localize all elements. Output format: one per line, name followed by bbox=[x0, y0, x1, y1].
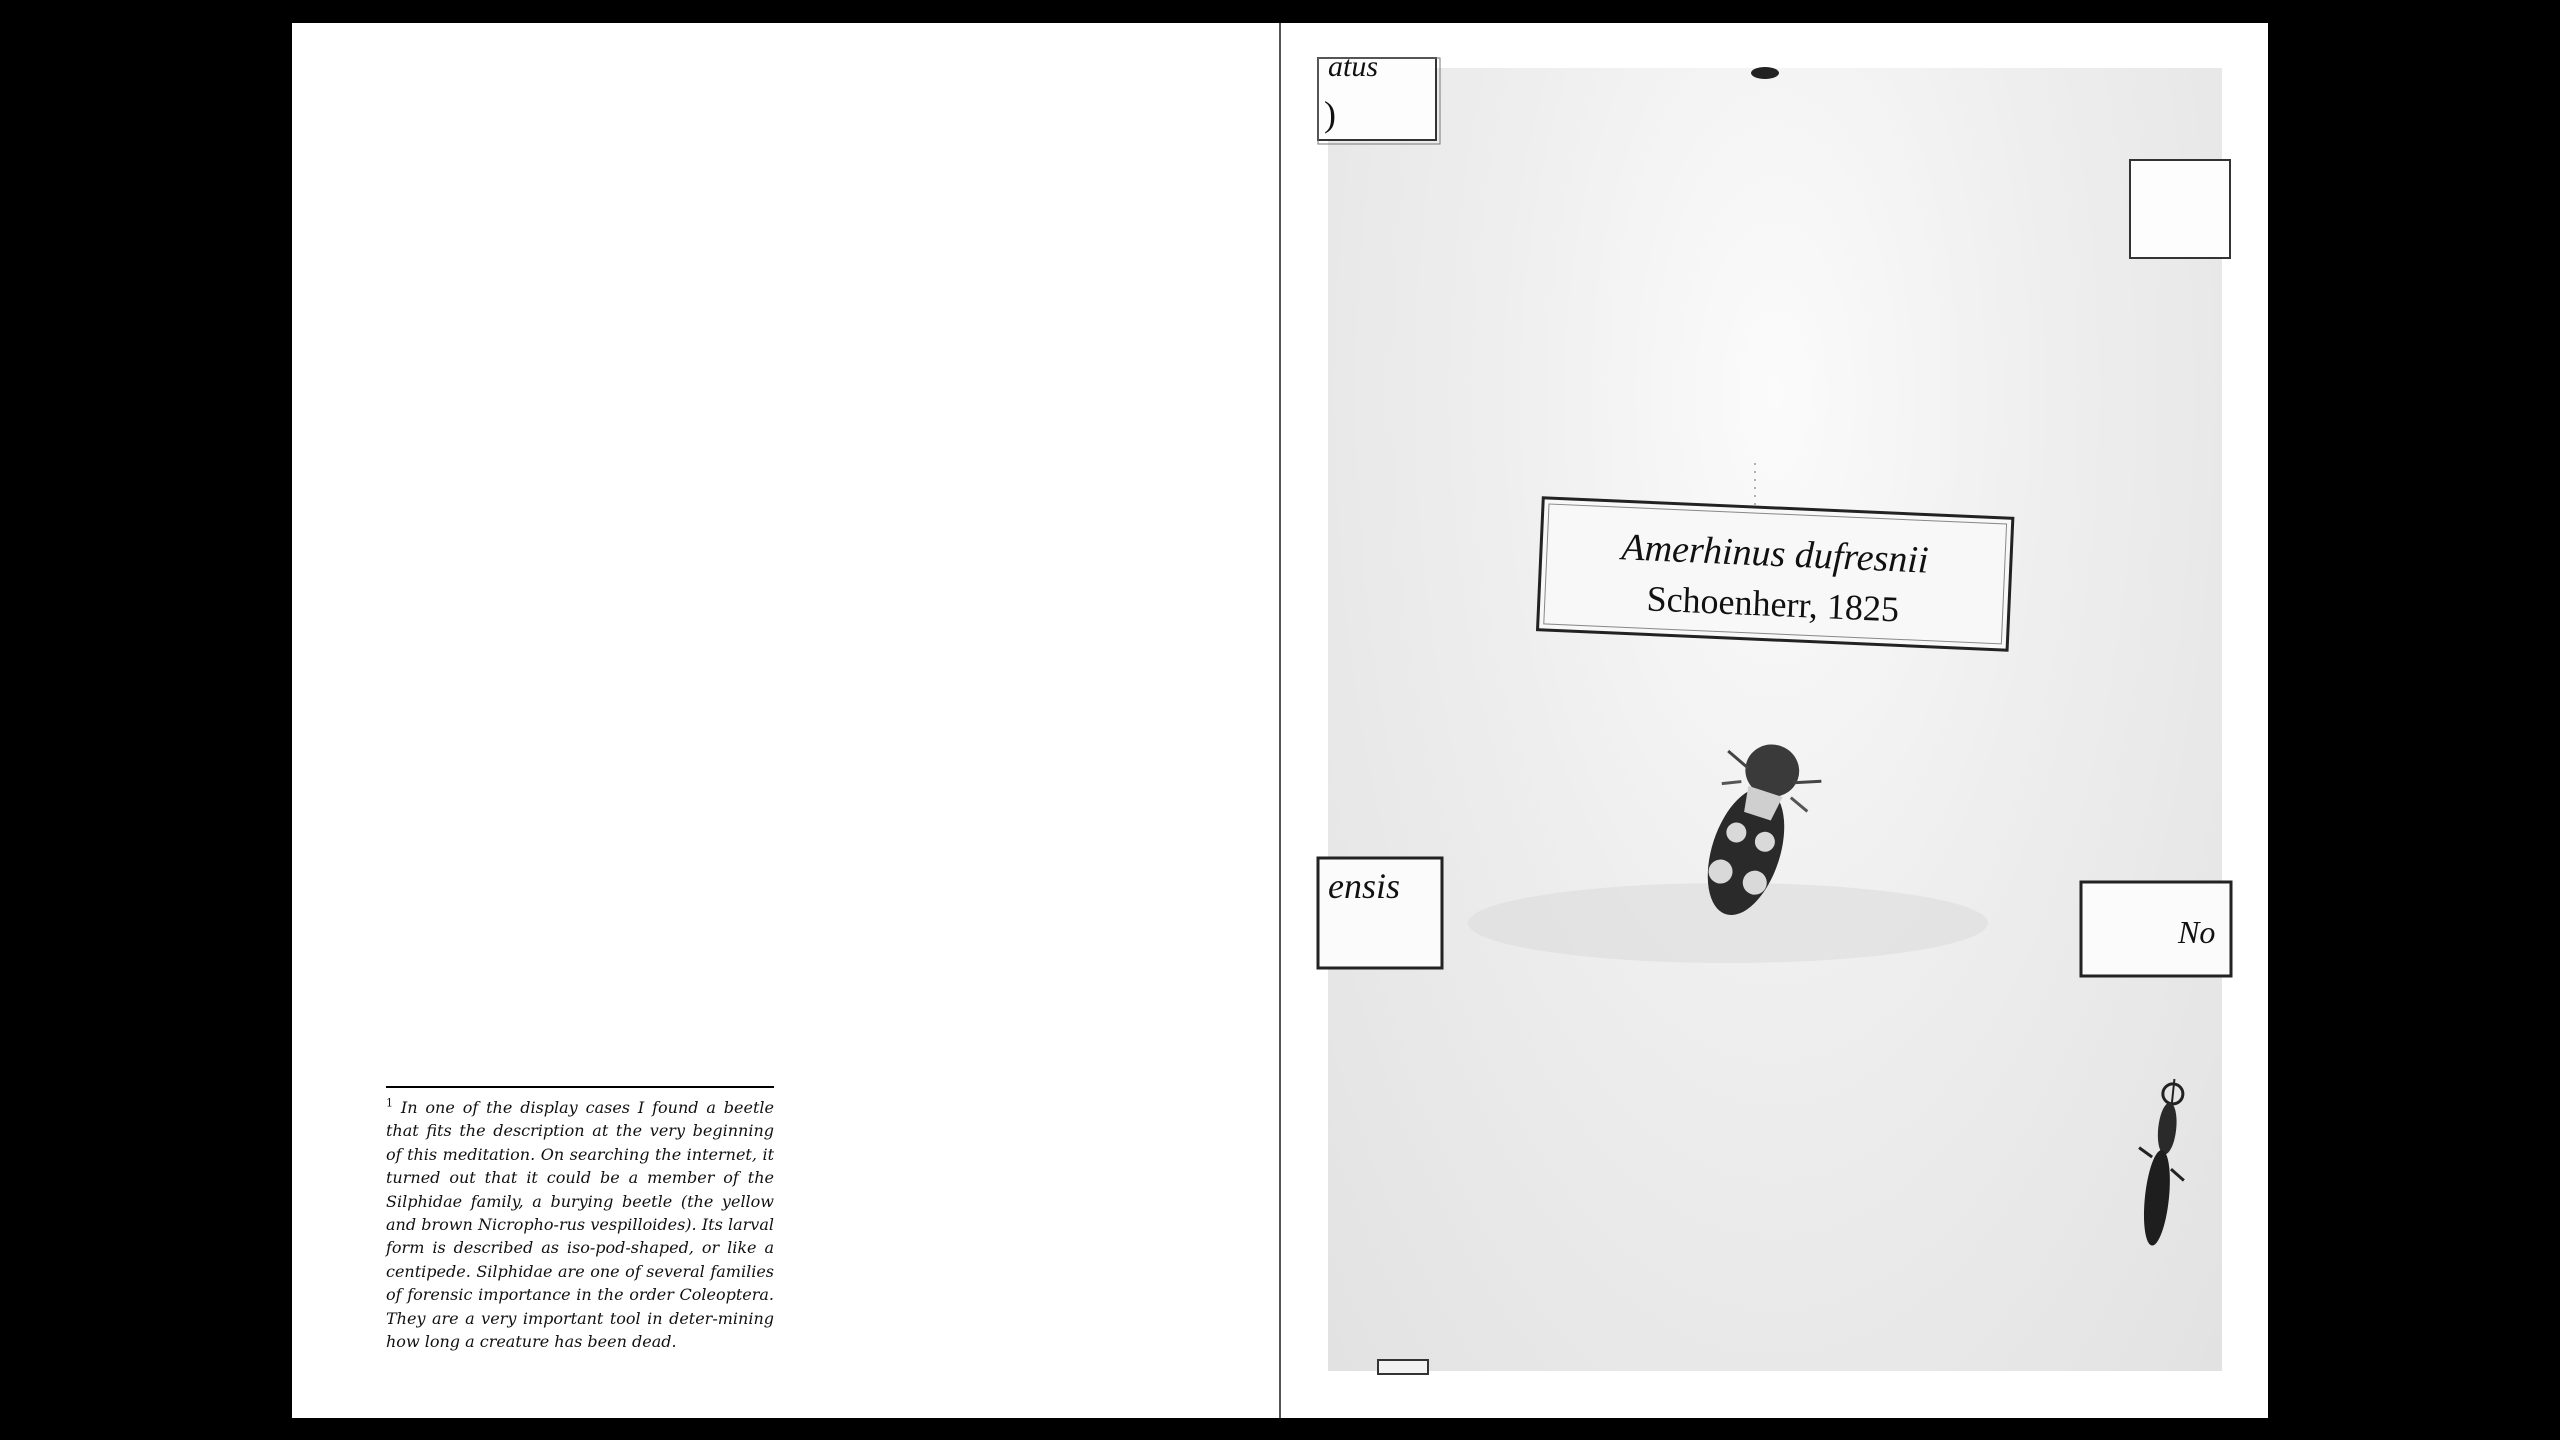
footnote bbox=[386, 1086, 774, 1353]
label-top-left bbox=[1318, 50, 1440, 144]
footnote-marker: 1 bbox=[386, 1096, 393, 1110]
label-mid-left bbox=[1318, 858, 1442, 968]
label-species: Amerhinus dufresnii bbox=[1620, 526, 1930, 582]
specimen-photo bbox=[1324, 50, 2222, 1371]
footnote-paragraph bbox=[386, 1096, 774, 1353]
label-author: Schoenherr, 1825 bbox=[1645, 578, 1900, 630]
label-top-right bbox=[2130, 160, 2230, 258]
footnote-text: In one of the display cases I found a beetle that fits the description at the very beginning of this meditation. On searching the internet, it turned out that it could be a member of the Silphidae family, a burying beetle (the yellow and brown Nicropho-rus vespilloides). Its larval form is described as iso-pod-shaped, or like a centipede. Silphidae are one of several families of forensic importance in the order Coleoptera. They are a very important tool in deter-mining how long a creature has been dead. bbox=[386, 1098, 774, 1352]
label-mid-right-text: No bbox=[2178, 914, 2216, 950]
beetle-small-specimen bbox=[2129, 1076, 2194, 1248]
label-main bbox=[1538, 498, 2013, 650]
book-spread bbox=[292, 23, 2268, 1418]
label-mid-left-text: ensis bbox=[1328, 866, 1400, 906]
gutter-divider bbox=[1279, 23, 1281, 1418]
label-top-left-line2: ) bbox=[1324, 94, 1336, 134]
label-top-left-text: atus bbox=[1328, 50, 1379, 83]
label-mid-right bbox=[2081, 882, 2231, 976]
specimen-photo-graphic bbox=[1324, 50, 2222, 1371]
